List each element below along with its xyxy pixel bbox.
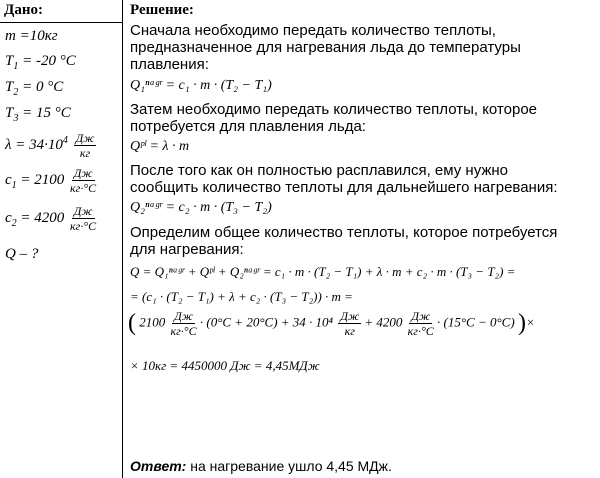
paragraph-1-line-3: плавления: (130, 56, 209, 73)
given-mass: m =10кг (5, 28, 58, 44)
given-underline (0, 22, 122, 23)
formula-total-1: Q = Q₁ⁿᵃᵍʳ + Qᵖˡ + Q₂ⁿᵃᵍʳ = c₁ · m · (T₂ − T₁) + λ · m + c₂ · m · (T₃ − T₂) = (130, 264, 516, 279)
formula-total-2: = (c₁ · (T₂ − T₁) + λ + c₂ · (T₃ − T₂)) · m = (130, 289, 353, 304)
c1-unit-den: кг·°C (70, 181, 97, 195)
formula-heating-ice: Q₁ⁿᵃᵍʳ = c₁ · m · (T₂ − T₁) (130, 78, 272, 93)
formula-temp-diff-2: · (15°C − 0°C) (437, 314, 515, 330)
paragraph-4-line-2: для нагревания: (130, 241, 244, 258)
given-t1: $T_1 = -20$ °C (5, 53, 76, 72)
column-divider (122, 0, 123, 478)
given-c2-value: $c_2 = 4200$ (5, 209, 65, 229)
paragraph-2-line-1: Затем необходимо передать количество теплоты, которое (130, 101, 538, 118)
f6-unit-c-num: Дж (174, 309, 193, 323)
c1-unit-num: Дж (73, 166, 93, 180)
lambda-unit-den: кг (79, 146, 91, 160)
formula-c2-value: + 4200 (364, 314, 403, 330)
given-title: Дано: (4, 2, 43, 18)
solution-title: Решение: (130, 2, 194, 18)
f6-unit-c2-den: кг·°C (407, 324, 434, 338)
f6-unit-c-den: кг·°C (170, 324, 197, 338)
formula-c1-value: 2100 (139, 314, 166, 330)
f6-unit-c2-num: Дж (411, 309, 431, 323)
paragraph-3-line-1: После того как он полностью расплавился, ему нужно (130, 162, 509, 179)
formula-total-3: ( 2100 $\frac{Дж}{кг\cdot^\circ C}$ · (0°C + 20°C) + 34 · 10⁴ $\frac{Дж}{кг}$ + 4200 $\frac{Дж}{кг\cdot^\circ C}$ · (15°C − 0°C) )× (128, 309, 535, 338)
given-c1 (5, 166, 96, 195)
given-t3: $T_3 = 15$ °C (5, 105, 71, 124)
paragraph-3-line-2: сообщить количество теплоты для дальнейшего нагревания: (130, 179, 558, 196)
given-lambda-value: $\lambda = 34\cdot 10^4$ (5, 134, 68, 153)
paragraph-4-line-1: Определим общее количество теплоты, которое потребуется (130, 224, 558, 241)
answer-label: Ответ: (130, 458, 187, 474)
c2-unit-den: кг·°C (70, 219, 97, 233)
formula-melting: Qᵖˡ = λ · m (130, 139, 190, 154)
paragraph-2-line-2: потребуется для плавления льда: (130, 118, 366, 135)
f6-unit-l-den: кг (344, 324, 355, 338)
given-c2 (5, 204, 96, 233)
paragraph-1-line-1: Сначала необходимо передать количество теплоты, (130, 22, 496, 39)
given-t2: $T_2 = 0$ °C (5, 79, 64, 98)
paragraph-1-line-2: предназначенное для нагревания льда до температуры (130, 39, 521, 56)
answer (130, 458, 392, 474)
lambda-unit-num: Дж (75, 131, 95, 145)
given-c1-value: $c_1 = 2100$ (5, 171, 65, 191)
f6-unit-l-num: Дж (340, 309, 360, 323)
given-lambda (5, 131, 96, 160)
formula-temp-diff-1: · (0°C + 20°C) + 34 · 10⁴ (199, 314, 334, 330)
given-unknown: Q – ? (5, 246, 39, 262)
formula-result: × 10кг = 4450000 Дж = 4,45МДж (130, 358, 320, 373)
formula-heating-water: Q₂ⁿᵃᵍʳ = c₂ · m · (T₃ − T₂) (130, 200, 272, 215)
answer-text: на нагревание ушло 4,45 МДж. (186, 458, 392, 474)
c2-unit-num: Дж (73, 204, 93, 218)
